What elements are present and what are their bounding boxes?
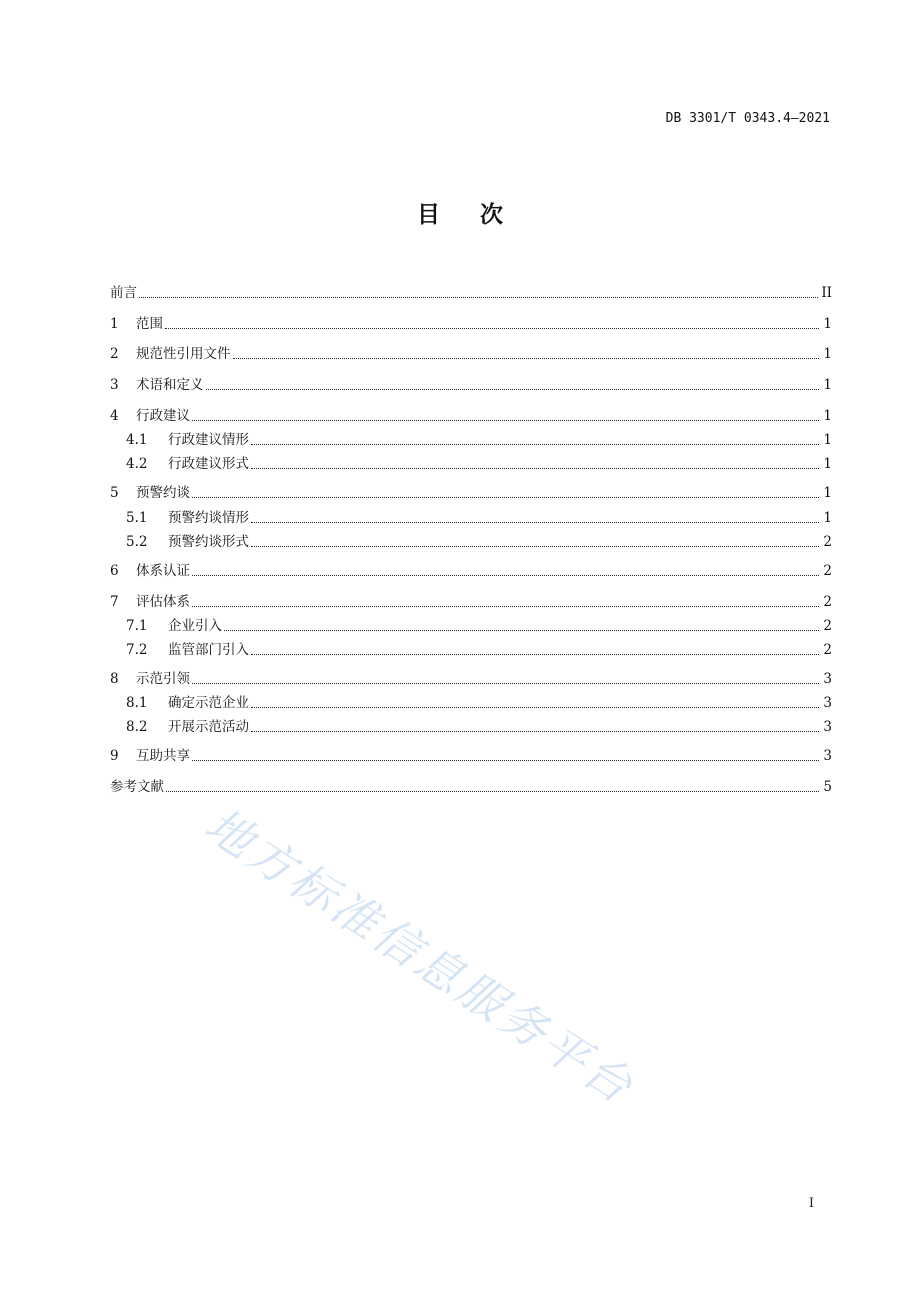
toc-entry-page: 1	[823, 485, 832, 501]
toc-entry-number: 5.1	[126, 510, 148, 526]
toc-subentry[interactable]	[126, 637, 832, 659]
toc-entry-page: 2	[823, 642, 832, 658]
toc-leader-dots	[192, 496, 819, 498]
document-code: DB 3301/T 0343.4—2021	[665, 111, 830, 126]
toc-entry-number: 5	[110, 485, 119, 501]
toc-entry-number: 6	[110, 563, 119, 579]
toc-entry-page: 1	[823, 377, 832, 393]
toc-entry[interactable]	[110, 589, 832, 611]
toc-entry-number: 4.2	[126, 456, 148, 472]
toc-leader-dots	[192, 419, 819, 421]
toc-subentry[interactable]	[126, 451, 832, 473]
toc-entry-page: 3	[823, 671, 832, 687]
toc-entry-page: 3	[823, 719, 832, 735]
toc-entry-title: 预警约谈情形	[168, 510, 249, 526]
toc-entry[interactable]	[110, 743, 832, 765]
toc-leader-dots	[192, 574, 819, 576]
toc-entry-page: 2	[823, 563, 832, 579]
toc-entry-page: 2	[823, 594, 832, 610]
toc-title-char-1: 目	[417, 202, 440, 228]
toc-entry-title: 预警约谈	[136, 485, 190, 501]
toc-entry-title: 前言	[110, 285, 137, 301]
toc-leader-dots	[251, 730, 819, 732]
toc-entry-title: 参考文献	[110, 779, 164, 795]
toc-entry-page: 1	[823, 432, 832, 448]
toc-entry-number: 9	[110, 748, 119, 764]
toc-entry-page: 5	[823, 779, 832, 795]
toc-entry-title: 规范性引用文件	[136, 346, 231, 362]
toc-leader-dots	[192, 682, 819, 684]
toc-leader-dots	[233, 357, 820, 359]
toc-entry[interactable]	[110, 403, 832, 425]
toc-entry-page: II	[821, 285, 832, 301]
toc-entry-number: 5.2	[126, 534, 148, 550]
toc-title-char-2: 次	[480, 202, 503, 228]
toc-leader-dots	[165, 327, 819, 329]
toc-entry-title: 确定示范企业	[168, 695, 249, 711]
toc-subentry[interactable]	[126, 714, 832, 736]
toc-entry-number: 8.2	[126, 719, 148, 735]
toc-entry-title: 行政建议	[136, 408, 190, 424]
toc-entry[interactable]	[110, 774, 832, 796]
toc-entry[interactable]	[110, 311, 832, 333]
toc-entry-number: 7.1	[126, 618, 148, 634]
toc-leader-dots	[251, 521, 819, 523]
toc-entry-number: 7.2	[126, 642, 148, 658]
toc-leader-dots	[206, 388, 820, 390]
toc-leader-dots	[192, 605, 819, 607]
toc-entry-title: 预警约谈形式	[168, 534, 249, 550]
toc-subentry[interactable]	[126, 427, 832, 449]
toc-entry-number: 8.1	[126, 695, 148, 711]
toc-leader-dots	[166, 790, 819, 792]
toc-entry-title: 评估体系	[136, 594, 190, 610]
toc-leader-dots	[251, 443, 819, 445]
page-number: I	[808, 1196, 814, 1211]
toc-leader-dots	[224, 629, 819, 631]
toc-entry-number: 4.1	[126, 432, 148, 448]
toc-leader-dots	[251, 545, 819, 547]
toc-leader-dots	[251, 467, 819, 469]
toc-subentry[interactable]	[126, 613, 832, 635]
toc-entry-title: 监管部门引入	[168, 642, 249, 658]
toc-entry-page: 1	[823, 408, 832, 424]
toc-entry-title: 示范引领	[136, 671, 190, 687]
toc-leader-dots	[192, 759, 819, 761]
toc-entry-number: 1	[110, 316, 119, 332]
toc-entry-number: 2	[110, 346, 119, 362]
toc-entry[interactable]	[110, 341, 832, 363]
toc-entry[interactable]	[110, 372, 832, 394]
toc-entry-title: 行政建议情形	[168, 432, 249, 448]
toc-entry-page: 2	[823, 618, 832, 634]
toc-entry-number: 7	[110, 594, 119, 610]
toc-entry[interactable]	[110, 280, 832, 302]
toc-subentry[interactable]	[126, 505, 832, 527]
toc-entry-title: 企业引入	[168, 618, 222, 634]
watermark: 地方标准信息服务平台	[195, 797, 645, 1116]
toc-title	[0, 196, 920, 229]
toc-entry-title: 术语和定义	[136, 377, 204, 393]
toc-entry-number: 8	[110, 671, 119, 687]
toc-entry-page: 3	[823, 748, 832, 764]
toc-entry-number: 3	[110, 377, 119, 393]
toc-entry-page: 1	[823, 316, 832, 332]
toc-entry-title: 互助共享	[136, 748, 190, 764]
toc-leader-dots	[251, 706, 819, 708]
toc-entry-number: 4	[110, 408, 119, 424]
toc-subentry[interactable]	[126, 529, 832, 551]
toc-entry-page: 1	[823, 346, 832, 362]
toc-entry[interactable]	[110, 480, 832, 502]
toc-leader-dots	[139, 296, 818, 298]
toc-entry-page: 3	[823, 695, 832, 711]
toc-leader-dots	[251, 653, 819, 655]
toc-entry[interactable]	[110, 666, 832, 688]
toc-entry-page: 2	[823, 534, 832, 550]
toc-entry-title: 范围	[136, 316, 163, 332]
toc-entry-page: 1	[823, 456, 832, 472]
toc-entry-title: 体系认证	[136, 563, 190, 579]
toc-entry-title: 行政建议形式	[168, 456, 249, 472]
toc-subentry[interactable]	[126, 690, 832, 712]
toc-entry-title: 开展示范活动	[168, 719, 249, 735]
toc-entry[interactable]	[110, 558, 832, 580]
toc-entry-page: 1	[823, 510, 832, 526]
